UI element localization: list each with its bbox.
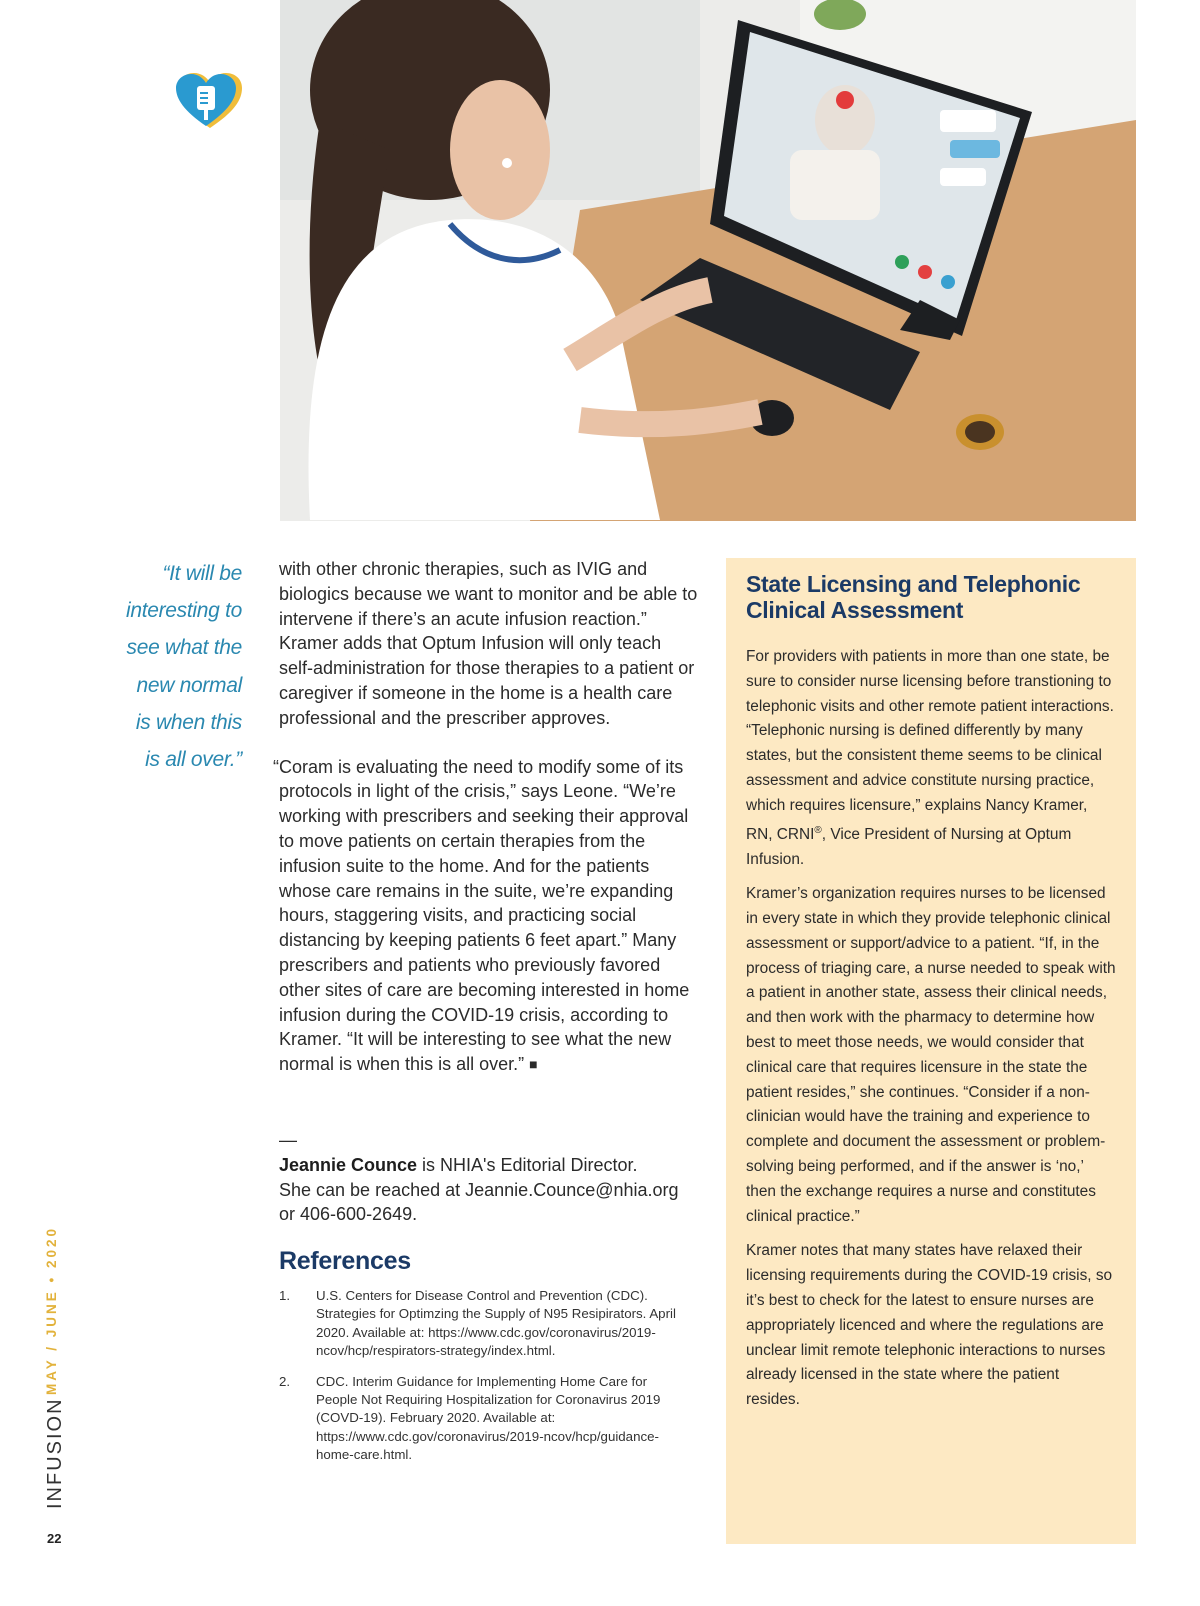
headache-indicator-icon	[836, 91, 854, 109]
reference-number: 2.	[279, 1373, 291, 1389]
page-number: 22	[47, 1531, 62, 1546]
author-line	[279, 1153, 699, 1178]
sidebar-paragraph-text: , Vice President of Nursing at Optum Infusion.	[746, 825, 1072, 868]
author-name: Jeannie Counce	[279, 1154, 418, 1175]
body-paragraph: with other chronic therapies, such as IVIG and biologics because we want to monitor and be able to intervene if there’s an acute infusion reaction.” Kramer adds that Optum Infusion will only teach self-administration for those therapies to a patient or caregiver if someone in the home is a health care professional and the prescriber approves.	[279, 559, 698, 728]
magazine-name: INFUSION	[44, 1397, 66, 1509]
pull-quote-line: interesting to	[125, 599, 242, 623]
end-of-article-mark: ■	[529, 1056, 538, 1073]
references-list	[279, 1287, 679, 1477]
iv-bag-heart-icon	[176, 72, 244, 130]
call-accept-icon	[895, 255, 909, 269]
sidebar-paragraph	[746, 645, 1116, 872]
registered-mark: ®	[814, 824, 822, 836]
nhia-logo	[176, 72, 244, 130]
sidebar-title: State Licensing and Telephonic Clinical Assessment	[746, 571, 1081, 623]
call-end-icon	[918, 265, 932, 279]
hero-photo	[280, 0, 1136, 521]
reference-number: 1.	[279, 1288, 291, 1303]
article-body	[273, 557, 699, 1101]
sidebar-box	[726, 558, 1136, 1544]
pull-quote	[100, 555, 242, 778]
pull-quote-line: is all over.”	[145, 748, 242, 772]
reference-item	[279, 1287, 679, 1361]
hero-illustration	[280, 0, 1136, 521]
author-dash: —	[279, 1130, 297, 1150]
pull-quote-line: “It will be	[162, 562, 242, 585]
chat-icon	[941, 275, 955, 289]
body-paragraph	[273, 755, 699, 1077]
author-role: is NHIA's Editorial Director.	[417, 1154, 638, 1175]
author-bio	[279, 1128, 699, 1227]
pull-quote-line: is when this	[135, 710, 242, 734]
references-heading: References	[279, 1247, 411, 1275]
reference-item	[279, 1373, 679, 1465]
pull-quote-line: new normal	[136, 673, 242, 697]
sidebar-paragraph: Kramer’s organization requires nurses to be licensed in every state in which they provide telephonic clinical assessment or support/advice to a patient. “If, in the process of triaging care, a nurse needed to speak with a patient in another state, assess their clinical needs, and then work with the pharmacy to determine how best to meet those needs, we would consider that clinical care that requires licensure in the state the patient resides,” she continues. “Consider if a non-clinician would have the training and experience to complete and document the assessment or problem-solving being performed, and if the answer is ‘no,’ then the exchange requires a nurse and constitutes clinical practice.”	[746, 885, 1116, 1225]
issue-date: MAY / JUNE • 2020	[44, 1225, 59, 1395]
body-paragraph-text: “Coram is evaluating the need to modify some of its protocols in light of the crisis,” says Leone. “We’re working with prescribers and seeking their approval to move patients on certain therapies from the infusion suite to the home. And for the patients whose care remains in the suite, we’re expanding hours, staggering visits, and practicing social distancing by keeping patients 6 feet apart.” Many prescribers and patients who previously favored other sites of care are becoming interested in home infusion during the COVID-19 crisis, according to Kramer. “It will be interesting to see what the new normal is when this is all over.”	[273, 756, 690, 1075]
reference-text: CDC. Interim Guidance for Implementing Home Care for People Not Requiring Hospitalization for Coronavirus 2019 (COVD-19). February 2020. Available at: https://www.cdc.gov/coronavirus/2019-ncov/hcp/guidance-home-care.html.	[316, 1373, 661, 1463]
sidebar-paragraph-text: For providers with patients in more than one state, be sure to consider nurse licensing before transtioning to telephonic visits and other remote patient interactions. “Telephonic nursing is defined differently by many states, but the consistent theme seems to be clinical assessment and advice constitute nursing practice, which requires licensure,” explains Nancy Kramer, RN, CRNI	[746, 648, 1114, 843]
reference-text: U.S. Centers for Disease Control and Prevention (CDC). Strategies for Optimzing the Supply of N95 Resipirators. April 2020. Available at: https://www.cdc.gov/coronavirus/2019-ncov/hcp/respirators-strategy/index.html.	[316, 1288, 676, 1359]
pull-quote-line: see what the	[126, 636, 242, 660]
sidebar-paragraph: Kramer notes that many states have relaxed their licensing requirements during the COVID-19 crisis, so it’s best to check for the latest to ensure nurses are appropriately licenced and where the regulations are unclear limit remote telephonic interactions to nurses already licensed in the state where the patient resides.	[746, 1242, 1113, 1409]
author-contact: She can be reached at Jeannie.Counce@nhia.org or 406-600-2649.	[279, 1179, 679, 1225]
